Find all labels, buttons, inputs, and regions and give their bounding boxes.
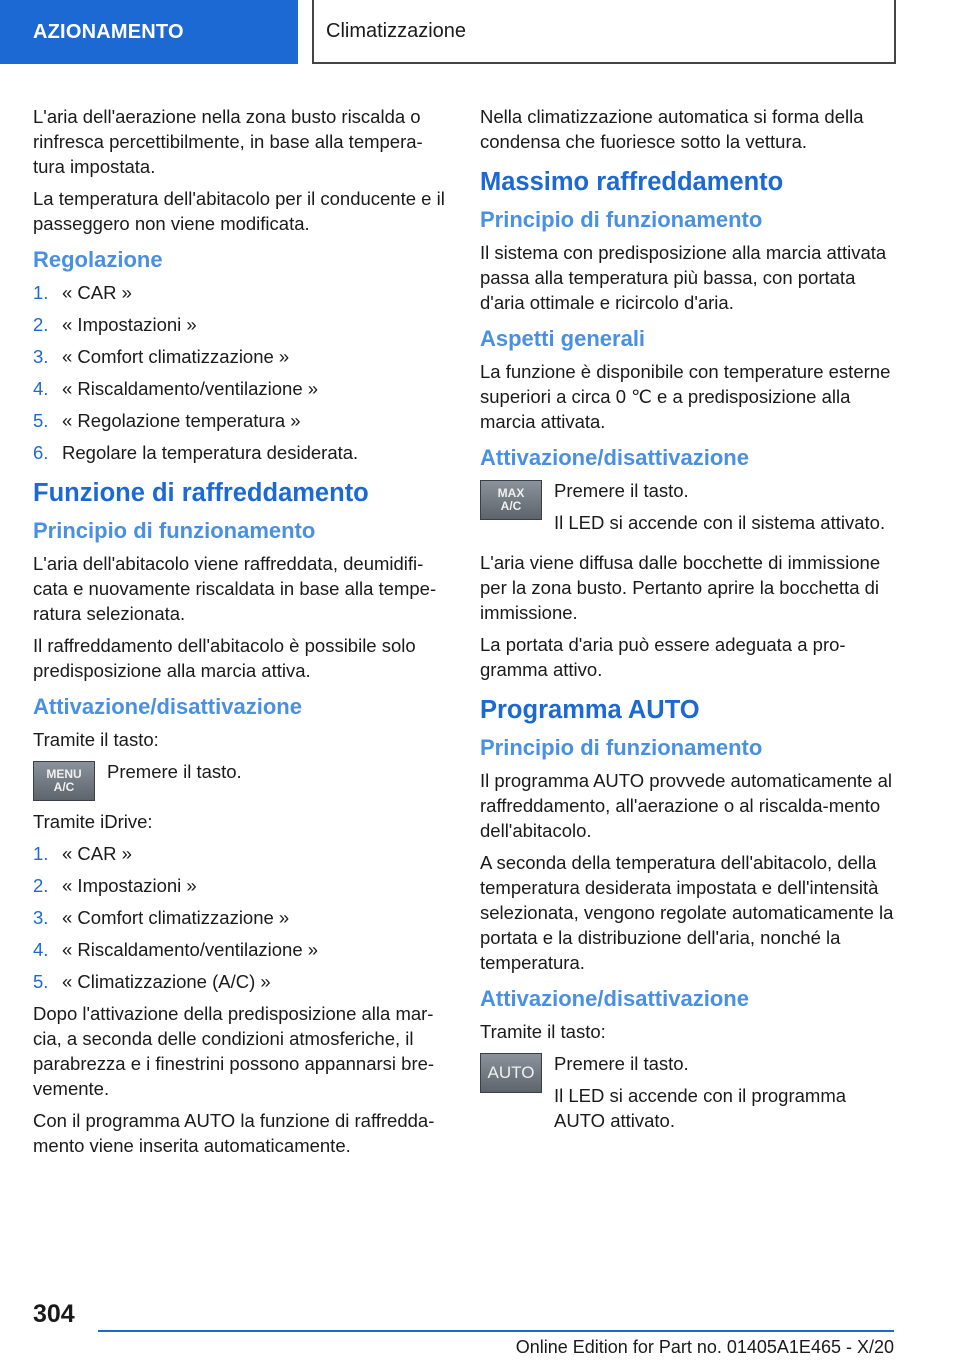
paragraph: Tramite iDrive: (33, 811, 153, 832)
list-item (33, 937, 453, 962)
key-label: MENU (46, 767, 82, 781)
step-number: 5. (33, 971, 49, 992)
chapter-heading-massimo: Massimo raffreddamento (480, 168, 784, 196)
list-item (33, 440, 453, 465)
section-heading-principio: Principio di funzionamento (480, 735, 763, 760)
paragraph: Tramite il tasto: (33, 729, 159, 750)
step-number: 2. (33, 314, 49, 335)
step-number: 4. (33, 939, 49, 960)
paragraph: La funzione è disponibile con temperature esterne superiori a circa 0 ℃ e a predisposizione alla marcia attivata. (480, 361, 891, 432)
section-heading-regolazione: Regolazione (33, 247, 163, 272)
list-item (33, 344, 453, 369)
step-text: Regolare la temperatura desiderata. (62, 442, 359, 463)
regolazione-steps (33, 280, 453, 465)
key-label: A/C (53, 780, 75, 794)
paragraph: La portata d'aria può essere adeguata a pro-gramma attivo. (480, 634, 846, 680)
step-number: 6. (33, 442, 49, 463)
step-number: 4. (33, 378, 49, 399)
step-number: 5. (33, 410, 49, 431)
step-number: 2. (33, 875, 49, 896)
section-heading-principio: Principio di funzionamento (480, 207, 763, 232)
list-item (33, 841, 453, 866)
paragraph: Il sistema con predisposizione alla marcia attivata passa alla temperatura più bassa, con portata d'aria ottimale e ricircolo d'aria. (480, 242, 887, 313)
section-heading-attivazione: Attivazione/disattivazione (480, 986, 749, 1011)
section-heading-aspetti: Aspetti generali (480, 326, 646, 351)
paragraph: Premere il tasto. (107, 761, 242, 782)
step-text: « Climatizzazione (A/C) » (62, 971, 271, 992)
chapter-heading-auto: Programma AUTO (480, 696, 700, 724)
list-item (33, 969, 453, 994)
paragraph: L'aria dell'abitacolo viene raffreddata, deumidifi-cata e nuovamente riscaldata in base alla tempe-ratura selezionata. (33, 553, 437, 624)
page-number: 304 (33, 1300, 75, 1328)
footer-divider (98, 1330, 894, 1332)
header-topic-label: Climatizzazione (326, 19, 467, 42)
paragraph: Con il programma AUTO la funzione di raffredda-mento viene inserita automaticamente. (33, 1110, 435, 1156)
paragraph: A seconda della temperatura dell'abitacolo, della temperatura desiderata impostata e dell'intensità selezionata, vengono regolate automaticamente la portata e la distribuzione dell'aria, nonché la temperatura. (480, 852, 894, 973)
menu-ac-row (33, 759, 453, 801)
paragraph: Premere il tasto. (554, 1053, 689, 1074)
step-text: « CAR » (62, 843, 132, 864)
left-column (33, 104, 453, 1165)
paragraph: Tramite il tasto: (480, 1021, 606, 1042)
right-column (480, 104, 898, 1148)
paragraph: Premere il tasto. (554, 480, 689, 501)
step-text: « Riscaldamento/ventilazione » (62, 939, 319, 960)
idrive-steps (33, 841, 453, 994)
chapter-heading-raffreddamento: Funzione di raffreddamento (33, 479, 369, 507)
section-heading-principio: Principio di funzionamento (33, 518, 316, 543)
step-text: « Impostazioni » (62, 875, 197, 896)
paragraph: L'aria dell'aerazione nella zona busto riscalda o rinfresca percettibilmente, in base alla tempera-tura impostata. (33, 106, 423, 177)
paragraph: La temperatura dell'abitacolo per il conducente e il passeggero non viene modificata. (33, 188, 445, 234)
header-section-label: AZIONAMENTO (33, 20, 184, 43)
auto-key-icon (480, 1053, 542, 1093)
paragraph: Dopo l'attivazione della predisposizione alla mar-cia, a seconda delle condizioni atmosferiche, il parabrezza e i finestrini possono appannarsi bre-vemente. (33, 1003, 435, 1099)
step-text: « Impostazioni » (62, 314, 197, 335)
step-text: « Regolazione temperatura » (62, 410, 301, 431)
paragraph: Il LED si accende con il sistema attivato. (554, 512, 886, 533)
key-label: A/C (500, 499, 522, 513)
paragraph: Il programma AUTO provvede automaticamente al raffreddamento, all'aerazione o al riscalda-mento dell'abitacolo. (480, 770, 892, 841)
paragraph: L'aria viene diffusa dalle bocchette di immissione per la zona busto. Pertanto aprire la bocchetta di immissione. (480, 552, 881, 623)
paragraph: Il raffreddamento dell'abitacolo è possibile solo predisposizione alla marcia attiva. (33, 635, 416, 681)
key-label: AUTO (487, 1063, 535, 1082)
step-number: 1. (33, 282, 49, 303)
step-number: 1. (33, 843, 49, 864)
list-item (33, 873, 453, 898)
step-text: « CAR » (62, 282, 132, 303)
step-number: 3. (33, 907, 49, 928)
max-ac-key-icon (480, 480, 542, 520)
list-item (33, 376, 453, 401)
step-text: « Comfort climatizzazione » (62, 907, 290, 928)
paragraph: Nella climatizzazione automatica si forma della condensa che fuoriesce sotto la vettura. (480, 106, 864, 152)
footer-edition: Online Edition for Part no. 01405A1E465 - X/20 (515, 1337, 894, 1357)
list-item (33, 312, 453, 337)
key-label: MAX (497, 486, 525, 500)
header-section (0, 0, 298, 64)
paragraph: Il LED si accende con il programma AUTO attivato. (554, 1085, 847, 1131)
step-number: 3. (33, 346, 49, 367)
list-item (33, 280, 453, 305)
step-text: « Riscaldamento/ventilazione » (62, 378, 319, 399)
list-item (33, 905, 453, 930)
section-heading-attivazione: Attivazione/disattivazione (33, 694, 302, 719)
menu-ac-key-icon (33, 761, 95, 801)
section-heading-attivazione: Attivazione/disattivazione (480, 445, 749, 470)
header-topic (312, 0, 896, 64)
list-item (33, 408, 453, 433)
max-ac-row (480, 478, 898, 542)
step-text: « Comfort climatizzazione » (62, 346, 290, 367)
auto-row (480, 1051, 898, 1140)
